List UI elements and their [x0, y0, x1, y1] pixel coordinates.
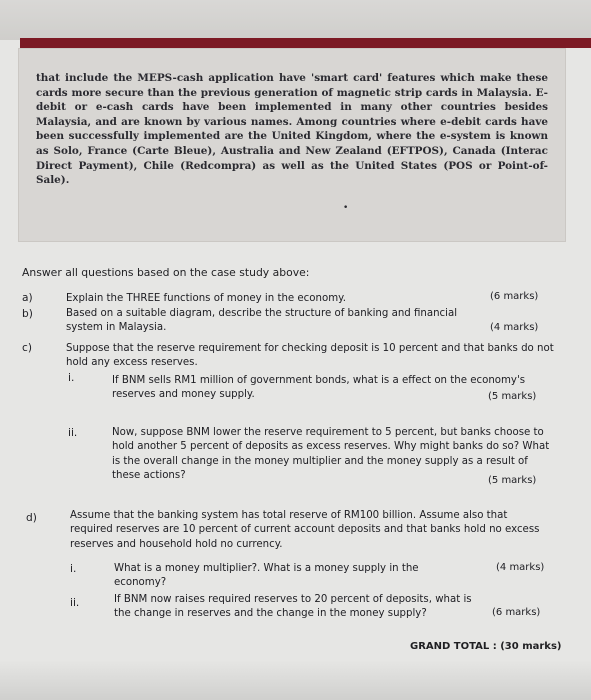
question-d-ii-label: ii. — [70, 597, 80, 609]
question-b-text: Based on a suitable diagram, describe the structure of banking and financial system in Malaysia. — [66, 308, 458, 334]
question-d-i-label: i. — [70, 563, 77, 575]
question-d-i-marks: (4 marks) — [496, 562, 545, 573]
bullet-dot: • — [343, 203, 349, 213]
instructions: Answer all questions based on the case study above: — [22, 266, 310, 279]
question-d-ii-marks: (6 marks) — [492, 607, 541, 618]
question-b-label: b) — [22, 308, 33, 320]
question-c-ii-label: ii. — [68, 427, 78, 439]
question-d-ii-text: If BNM now raises required reserves to 20 percent of deposits, what is the change in reserves and the change in the money supply? — [114, 594, 472, 620]
question-d-label: d) — [26, 512, 37, 524]
page-top-edge — [0, 0, 591, 40]
question-a-label: a) — [22, 292, 33, 304]
question-c-ii-marks: (5 marks) — [488, 475, 537, 486]
header-bar — [20, 38, 591, 48]
question-c-ii-text: Now, suppose BNM lower the reserve requirement to 5 percent, but banks choose to hold another 5 percent of deposits as excess reserves. Why might banks do so? What is the overall change in the money multiplier and the money supply as a result of these actions? — [112, 427, 550, 482]
question-c-i-text: If BNM sells RM1 million of government bonds, what is a effect on the economy's reserves and money supply. — [112, 375, 526, 401]
question-c-label: c) — [22, 342, 32, 354]
question-a-text: Explain the THREE functions of money in the economy. — [66, 293, 346, 304]
question-c-i-label: i. — [68, 372, 75, 384]
question-c-i-marks: (5 marks) — [488, 391, 537, 402]
photo-shadow — [0, 660, 591, 700]
question-a-marks: (6 marks) — [490, 291, 539, 302]
question-b-marks: (4 marks) — [490, 322, 539, 333]
grand-total: GRAND TOTAL : (30 marks) — [410, 641, 562, 652]
case-study-paragraph: that include the MEPS-cash application have 'smart card' features which make these cards more secure than the previous generation of magnetic strip cards in Malaysia. E-debit or e-cash cards have been implemented in many other countries besides Malaysia, and are known by various names. Among countries where e-debit cards have been successfully implemented are the United Kingdom, where the e-system is known as Solo, France (Carte Bleue), Australia and New Zealand (EFTPOS), Canada (Interac Direct Payment), Chile (Redcompra) as well as the United States (POS or Point-of-Sale). — [36, 72, 548, 187]
question-d-text: Assume that the banking system has total reserve of RM100 billion. Assume also that required reserves are 10 percent of current account deposits and that banks hold no excess reserves and household hold no currency. — [70, 510, 540, 550]
question-d-i-text: What is a money multiplier?. What is a money supply in the economy? — [114, 563, 419, 589]
question-c-text: Suppose that the reserve requirement for checking deposit is 10 percent and that banks do not hold any excess reserves. — [66, 343, 554, 369]
case-study-text — [36, 71, 548, 188]
